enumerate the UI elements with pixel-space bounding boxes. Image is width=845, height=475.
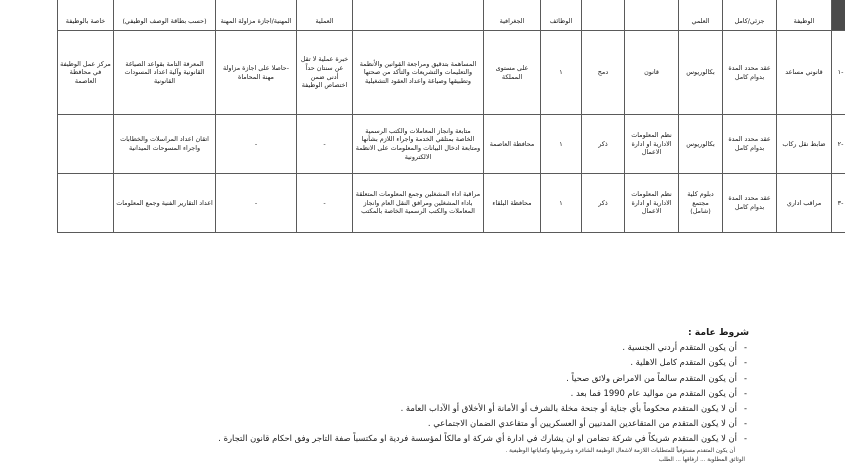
header-notes: خاصة بالوظيفة [58, 0, 114, 31]
header-experience: العملية [297, 0, 353, 31]
cell-title: ضابط نقل ركاب [777, 115, 832, 174]
condition-item: - أن يكون المتقدم من مواليد عام 1990 فما بعد . [109, 386, 737, 401]
condition-item: - أن يكون المتقدم سالماً من الامراض ولائق صحياً . [109, 371, 737, 386]
table-row [58, 31, 845, 115]
general-conditions [109, 325, 749, 465]
cell-gender: دمج [582, 31, 625, 115]
cell-count: ١ [541, 174, 582, 233]
cell-license: - [216, 115, 297, 174]
cell-count: ١ [541, 115, 582, 174]
cell-specialization: نظم المعلومات الادارية او ادارة الاعمال [625, 115, 679, 174]
cell-skills: اتقان اعداد المراسلات والخطابات واجراء المسوحات الميدانية [114, 115, 216, 174]
condition-item: - أن يكون المتقدم أردني الجنسية . [109, 340, 737, 355]
cell-location: على مستوى المملكة [484, 31, 541, 115]
cell-notes [58, 174, 114, 233]
cell-location: محافظة العاصمة [484, 115, 541, 174]
header-gender [582, 0, 625, 31]
cell-employment: عقد محدد المدة بدوام كامل [723, 115, 777, 174]
cell-qualification: بكالوريوس [679, 31, 723, 115]
cell-employment: عقد محدد المدة بدوام كامل [723, 31, 777, 115]
jobs-table [57, 0, 845, 233]
cell-license: - [216, 174, 297, 233]
cell-seq: -١ [832, 31, 845, 115]
header-employment: جزئي/كامل [723, 0, 777, 31]
cell-skills: اعداد التقارير الفنية وجمع المعلومات [114, 174, 216, 233]
cell-notes [58, 115, 114, 174]
cell-employment: عقد محدد المدة بدوام كامل [723, 174, 777, 233]
cell-seq: -٢ [832, 115, 845, 174]
cell-seq: -٣ [832, 174, 845, 233]
cell-tasks: متابعة وانجاز المعاملات والكتب الرسمية الخاصة بمتلقي الخدمة واجراء اللازم بشأنها ومتابعة ادخال البيانات والمعلومات على الانظمة الالكترونية [353, 115, 484, 174]
cell-license: -حاصلا على اجازة مزاولة مهنة المحاماة [216, 31, 297, 115]
cell-count: ١ [541, 31, 582, 115]
table-row [58, 115, 845, 174]
cell-qualification: بكالوريوس [679, 115, 723, 174]
conditions-title: شروط عامة : [687, 327, 749, 338]
cell-location: محافظة البلقاء [484, 174, 541, 233]
header-location: الجغرافية [484, 0, 541, 31]
cell-title: قانوني مساعد [777, 31, 832, 115]
cell-specialization: قانون [625, 31, 679, 115]
cell-qualification: دبلوم كلية مجتمع (شامل) [679, 174, 723, 233]
conditions-note: أن يكون المتقدم مستوفياً للمتطلبات اللازمة لاشغال الوظيفة الشاغرة وشروطها وكفاياتها الوظيفية . [505, 447, 735, 454]
cell-title: مراقب اداري [777, 174, 832, 233]
condition-item: - أن لا يكون المتقدم من المتقاعدين المدنيين أو العسكريين أو متقاعدي الضمان الاجتماعي . [109, 416, 737, 431]
cell-skills: المعرفة التامة بقواعد الصياغة القانونية وآلية اعداد المسودات القانونية [114, 31, 216, 115]
cell-notes: مركز عمل الوظيفة في محافظة العاصمة [58, 31, 114, 115]
header-title: الوظيفة [777, 0, 832, 31]
header-license: المهنية/اجازة مزاولة المهنة [216, 0, 297, 31]
cell-experience: خبرة عملية لا تقل عن سنتان حداً أدنى ضمن اختصاص الوظيفة [297, 31, 353, 115]
table-row [58, 174, 845, 233]
cell-specialization: نظم المعلومات الادارية او ادارة الاعمال [625, 174, 679, 233]
header-skills: (حسب بطاقة الوصف الوظيفي) [114, 0, 216, 31]
condition-item: - أن يكون المتقدم كامل الاهلية . [109, 355, 737, 370]
header-seq [832, 0, 845, 31]
cell-experience: - [297, 174, 353, 233]
header-qualification: العلمي [679, 0, 723, 31]
table-header-row [58, 0, 845, 31]
header-specialization [625, 0, 679, 31]
condition-item: - أن لا يكون المتقدم شريكاً في شركة تضامن او ان يشارك في ادارة أي شركة او مالكاً لمؤسسة فردية او مكتسباً صفة التاجر وفق احكام قانون التجارة . [109, 431, 737, 446]
header-tasks [353, 0, 484, 31]
cell-gender: ذكر [582, 174, 625, 233]
cell-tasks: مراقبة اداء المشغلين وجمع المعلومات المتعلقة باداء المشغلين ومرافق النقل العام وانجاز المعاملات والكتب الرسمية الخاصة بالمكتب [353, 174, 484, 233]
cell-tasks: المساهمة بتدقيق ومراجعة القوانين والأنظمة والتعليمات والتشريعات والتأكد من صحتها وتطبيقها وصياغة واعداد العقود التشغيلية [353, 31, 484, 115]
cell-experience: - [297, 115, 353, 174]
condition-item: - أن لا يكون المتقدم محكوماً بأي جناية أو جنحة مخلة بالشرف أو الأمانة أو الأخلاق أو الآداب العامة . [109, 401, 737, 416]
conditions-list [109, 340, 749, 446]
conditions-cut-line: الوثائق المطلوبة ... ارفاقها ... الطلب [658, 456, 745, 463]
header-count: الوظائف [541, 0, 582, 31]
cell-gender: ذكر [582, 115, 625, 174]
